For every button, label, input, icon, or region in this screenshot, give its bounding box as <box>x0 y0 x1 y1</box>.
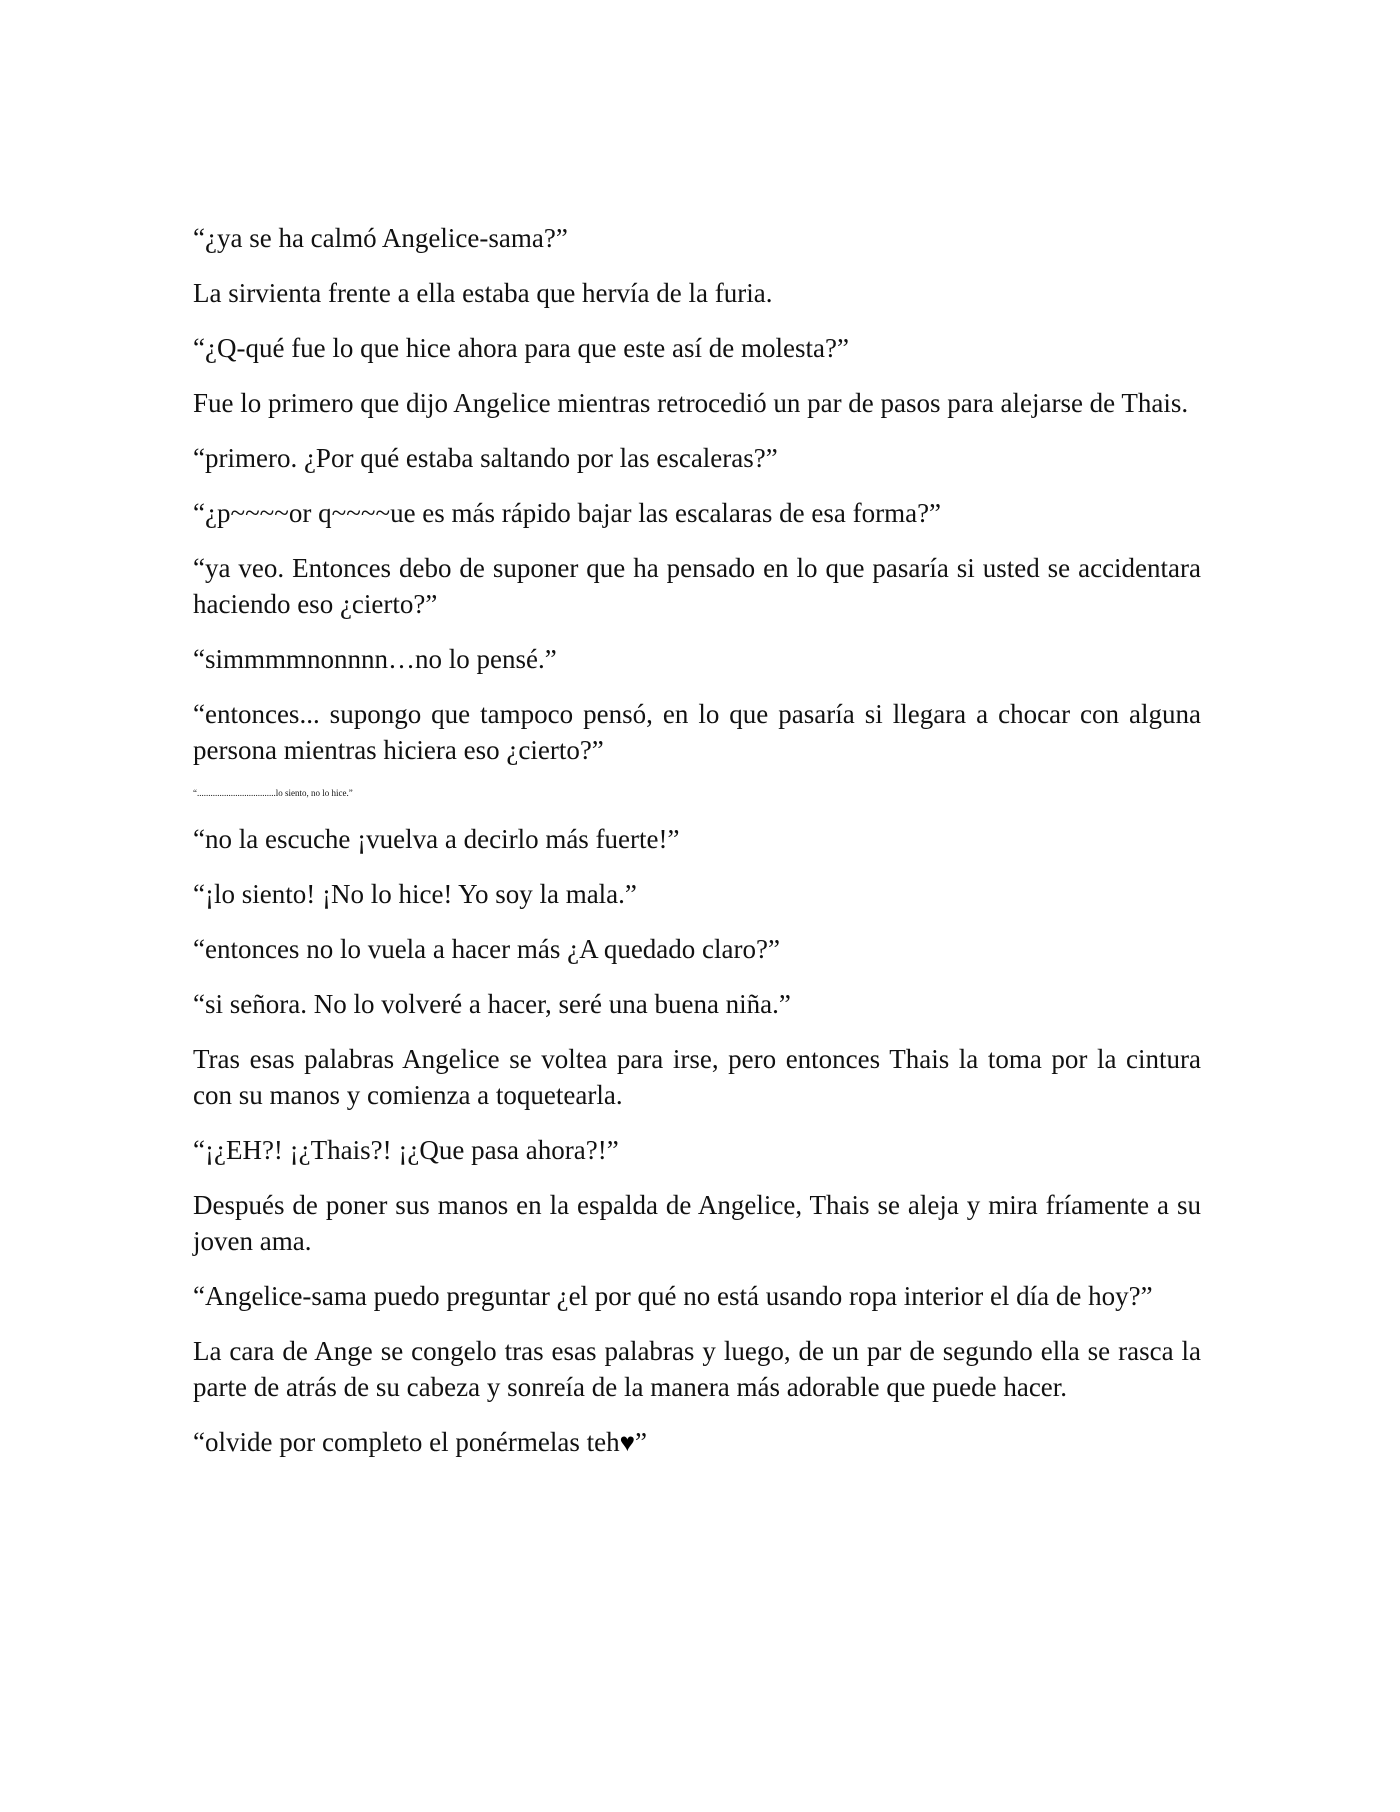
paragraph: “¡lo siento! ¡No lo hice! Yo soy la mala.” <box>193 879 637 909</box>
last-line-text: “olvide por completo el ponérmelas teh <box>193 1427 620 1457</box>
paragraph: “no la escuche ¡vuelva a decirlo más fuerte!” <box>193 824 680 854</box>
paragraph: “¡¿EH?! ¡¿Thais?! ¡¿Que pasa ahora?!” <box>193 1135 619 1165</box>
paragraph: Después de poner sus manos en la espalda de Angelice, Thais se aleja y mira fríamente a su joven ama. <box>193 1190 1201 1256</box>
paragraph: “simmmmnonnnn…no lo pensé.” <box>193 644 557 674</box>
paragraph: La cara de Ange se congelo tras esas palabras y luego, de un par de segundo ella se rasca la parte de atrás de su cabeza y sonreía de la manera más adorable que puede hacer. <box>193 1336 1201 1402</box>
paragraph: La sirvienta frente a ella estaba que hervía de la furia. <box>193 278 773 308</box>
paragraph: Fue lo primero que dijo Angelice mientras retrocedió un par de pasos para alejarse de Thais. <box>193 388 1189 418</box>
heart-icon: ♥ <box>619 1428 636 1457</box>
paragraph: “entonces... supongo que tampoco pensó, en lo que pasaría si llegara a chocar con alguna persona mientras hiciera eso ¿cierto?” <box>193 699 1201 765</box>
story-text <box>193 220 1201 1479</box>
paragraph: “primero. ¿Por qué estaba saltando por las escaleras?” <box>193 443 778 473</box>
tiny-whisper-line: “...................................lo siento, no lo hice.” <box>193 788 353 798</box>
paragraph: “entonces no lo vuela a hacer más ¿A quedado claro?” <box>193 934 780 964</box>
paragraph: “¿p~~~~or q~~~~ue es más rápido bajar las escalaras de esa forma?” <box>193 498 942 528</box>
last-paragraph <box>193 1424 1201 1460</box>
paragraph: “si señora. No lo volveré a hacer, seré una buena niña.” <box>193 989 791 1019</box>
paragraph: Tras esas palabras Angelice se voltea para irse, pero entonces Thais la toma por la cintura con su manos y comienza a toquetearla. <box>193 1044 1201 1110</box>
paragraph: “¿ya se ha calmó Angelice-sama?” <box>193 223 568 253</box>
paragraph: “ya veo. Entonces debo de suponer que ha pensado en lo que pasaría si usted se accidentara haciendo eso ¿cierto?” <box>193 553 1201 619</box>
paragraph: “¿Q-qué fue lo que hice ahora para que este así de molesta?” <box>193 333 849 363</box>
paragraph: “Angelice-sama puedo preguntar ¿el por qué no está usando ropa interior el día de hoy?” <box>193 1281 1153 1311</box>
closing-quote: ” <box>635 1427 648 1457</box>
